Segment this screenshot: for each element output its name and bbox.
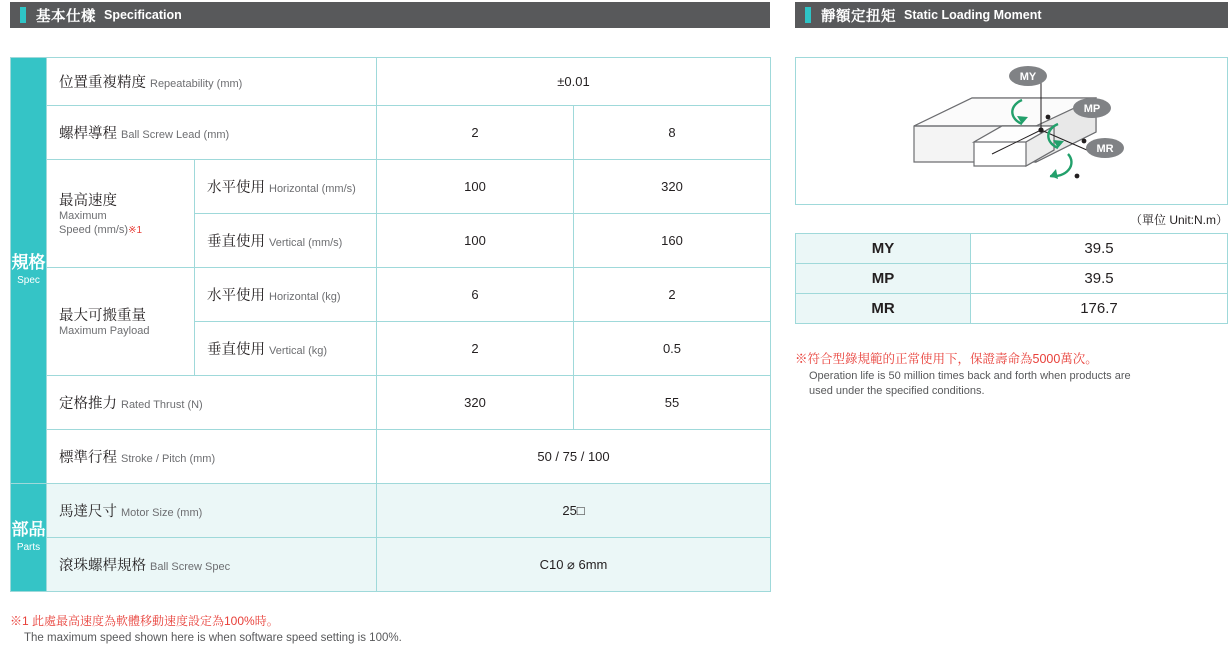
side-label-spec (11, 58, 47, 484)
row-label-rated-thrust-en: Rated Thrust (N) (121, 399, 203, 411)
moment-name-my: MY (796, 234, 971, 264)
moment-section-header (795, 2, 1228, 28)
moment-diagram-svg (796, 58, 1227, 204)
value-rated-thrust-2: 55 (574, 376, 771, 430)
table-row (796, 294, 1228, 324)
moment-name-mp: MP (796, 264, 971, 294)
row-label-repeatability (47, 58, 377, 106)
specification-section-header (10, 2, 770, 28)
row-label-screw-lead (47, 106, 377, 160)
value-motor-size: 25□ (377, 484, 771, 538)
svg-text:MR: MR (1096, 143, 1114, 155)
value-rated-thrust-1: 320 (377, 376, 574, 430)
row-label-repeatability-en: Repeatability (mm) (150, 78, 243, 90)
value-speed-vertical-2: 160 (574, 214, 771, 268)
moment-footnote (795, 350, 1228, 398)
label-mr-icon (1086, 138, 1124, 158)
static-loading-moment-table (795, 233, 1228, 324)
moment-value-my: 39.5 (971, 234, 1228, 264)
row-label-rated-thrust (47, 376, 377, 430)
specification-table (10, 57, 771, 592)
row-label-ball-screw-spec-cn: 滾珠螺桿規格 (59, 558, 146, 574)
sub-label-speed-horizontal-en: Horizontal (mm/s) (269, 183, 356, 195)
specification-header-cn: 基本仕樣 (36, 8, 96, 25)
row-label-max-speed-en1: Maximum (59, 210, 107, 223)
sub-label-payload-horizontal (195, 268, 377, 322)
table-row (11, 484, 771, 538)
label-my-icon (1009, 66, 1047, 86)
table-row (11, 268, 771, 322)
sub-label-payload-horizontal-cn: 水平使用 (207, 288, 265, 304)
row-label-motor-size-en: Motor Size (mm) (121, 507, 203, 519)
sub-label-speed-vertical-cn: 垂直使用 (207, 234, 265, 250)
side-label-parts-cn: 部品 (11, 520, 46, 540)
row-label-stroke (47, 430, 377, 484)
row-label-motor-size-cn: 馬達尺寸 (59, 504, 117, 520)
side-label-parts-en: Parts (16, 542, 41, 554)
table-row (11, 106, 771, 160)
specification-footnote-cn: ※1 此處最高速度為軟體移動速度設定為100%時。 (10, 614, 279, 628)
value-speed-vertical-1: 100 (377, 214, 574, 268)
value-payload-vertical-1: 2 (377, 322, 574, 376)
table-row (11, 430, 771, 484)
row-label-screw-lead-cn: 螺桿導程 (59, 126, 117, 142)
sub-label-payload-vertical-en: Vertical (kg) (269, 345, 328, 357)
side-label-parts (11, 484, 47, 592)
moment-footnote-cn: ※符合型錄規範的正常使用下，保證壽命為5000萬次。 (795, 352, 1098, 366)
side-label-spec-en: Spec (17, 275, 40, 287)
table-row (11, 376, 771, 430)
moment-footnote-en-line2: used under the specified conditions. (809, 384, 985, 397)
row-label-max-speed-en2-text: Speed (mm/s) (59, 224, 129, 236)
sub-label-speed-vertical (195, 214, 377, 268)
row-label-ball-screw-spec (47, 538, 377, 592)
specification-footnote-en: The maximum speed shown here is when software speed setting is 100%. (24, 632, 402, 644)
sub-label-payload-horizontal-en: Horizontal (kg) (269, 291, 341, 303)
row-label-motor-size (47, 484, 377, 538)
sub-label-speed-horizontal (195, 160, 377, 214)
value-stroke: 50 / 75 / 100 (377, 430, 771, 484)
moment-name-mr: MR (796, 294, 971, 324)
moment-value-mr: 176.7 (971, 294, 1228, 324)
footnote-mark-1: ※1 (128, 225, 143, 236)
moment-header-cn: 靜額定扭矩 (821, 8, 896, 25)
row-label-repeatability-cn: 位置重複精度 (59, 75, 146, 91)
value-screw-lead-2: 8 (574, 106, 771, 160)
row-label-max-payload-en: Maximum Payload (59, 325, 150, 338)
row-label-max-payload (47, 268, 195, 376)
table-row (11, 58, 771, 106)
table-row (796, 264, 1228, 294)
marker-dot-icon (1082, 139, 1087, 144)
row-label-max-speed (47, 160, 195, 268)
svg-text:MP: MP (1083, 103, 1101, 115)
sub-label-speed-vertical-en: Vertical (mm/s) (269, 237, 343, 249)
row-label-max-speed-en2 (59, 224, 182, 238)
value-payload-horizontal-2: 2 (574, 268, 771, 322)
moment-footnote-en-line1: Operation life is 50 million times back and forth when products are (809, 369, 1131, 382)
row-label-stroke-cn: 標準行程 (59, 450, 117, 466)
table-row (11, 160, 771, 214)
value-speed-horizontal-1: 100 (377, 160, 574, 214)
svg-text:MY: MY (1019, 71, 1037, 83)
marker-dot-icon (1046, 115, 1051, 120)
moment-unit-label: （單位 Unit:N.m） (1129, 213, 1228, 227)
table-row (11, 538, 771, 592)
row-label-max-payload-cn: 最大可搬重量 (59, 308, 146, 325)
sub-label-payload-vertical-cn: 垂直使用 (207, 342, 265, 358)
accent-bar-icon (805, 7, 811, 23)
origin-dot-icon (1038, 127, 1043, 132)
row-label-max-speed-cn: 最高速度 (59, 193, 117, 210)
value-payload-horizontal-1: 6 (377, 268, 574, 322)
value-repeatability: ±0.01 (377, 58, 771, 106)
label-mp-icon (1073, 98, 1111, 118)
row-label-rated-thrust-cn: 定格推力 (59, 396, 117, 412)
static-loading-moment-diagram (795, 57, 1228, 205)
value-speed-horizontal-2: 320 (574, 160, 771, 214)
side-label-spec-cn: 規格 (11, 253, 46, 273)
table-row (796, 234, 1228, 264)
row-label-screw-lead-en: Ball Screw Lead (mm) (121, 129, 230, 141)
value-screw-lead-1: 2 (377, 106, 574, 160)
marker-dot-icon (1075, 174, 1080, 179)
moment-header-en: Static Loading Moment (904, 8, 1042, 22)
specification-header-en: Specification (104, 8, 182, 22)
sub-label-payload-vertical (195, 322, 377, 376)
row-label-stroke-en: Stroke / Pitch (mm) (121, 453, 216, 465)
value-ball-screw-spec: C10 ⌀ 6mm (377, 538, 771, 592)
specification-footnote (10, 612, 770, 647)
moment-value-mp: 39.5 (971, 264, 1228, 294)
value-payload-vertical-2: 0.5 (574, 322, 771, 376)
row-label-ball-screw-spec-en: Ball Screw Spec (150, 561, 231, 573)
accent-bar-icon (20, 7, 26, 23)
sub-label-speed-horizontal-cn: 水平使用 (207, 180, 265, 196)
